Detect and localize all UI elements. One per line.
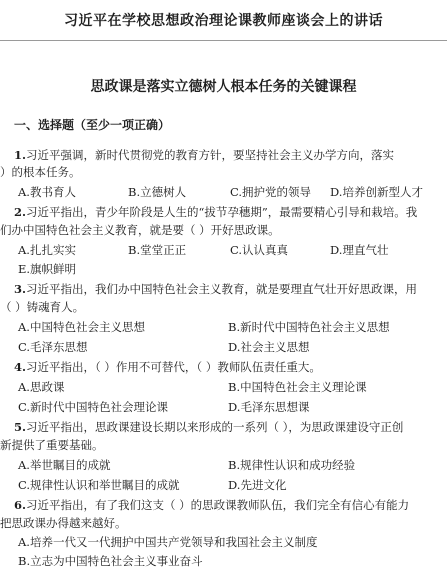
- option-a: A.思政课: [18, 380, 65, 394]
- question-1: [14, 150, 394, 162]
- document-title: 习近平在学校思想政治理论课教师座谈会上的讲话: [64, 13, 383, 29]
- option-d: D.培养创新型人才: [330, 185, 423, 199]
- option-a: A.教书育人: [18, 185, 76, 199]
- question-number: 2.: [14, 205, 27, 219]
- option-d: D.毛泽东思想课: [228, 400, 310, 414]
- question-number: 6.: [14, 498, 27, 512]
- option-d: D.理直气壮: [330, 243, 389, 257]
- option-c: C.拥护党的领导: [230, 185, 312, 199]
- question-4: [14, 362, 321, 374]
- question-number: 5.: [14, 420, 27, 434]
- title-divider: [0, 40, 447, 41]
- option-e: E.旗帜鲜明: [18, 262, 77, 276]
- question-5-continued: 新提供了重要基础。: [0, 438, 104, 452]
- option-d: D.先进文化: [228, 478, 287, 492]
- question-3: [14, 284, 417, 296]
- question-number: 3.: [14, 282, 27, 296]
- option-b: B.规律性认识和成功经验: [228, 458, 356, 472]
- option-c: C.毛泽东思想: [18, 340, 88, 354]
- question-text: 习近平强调，新时代贯彻党的教育方针，要坚持社会主义办学方向，落实: [26, 148, 395, 162]
- question-2-continued: 们办中国特色社会主义教育，就是要（ ）开好思政课。: [0, 223, 280, 237]
- question-section-label: 一、选择题（至少一项正确）: [14, 118, 171, 132]
- option-d: D.社会主义思想: [228, 340, 310, 354]
- option-a: A.举世瞩目的成就: [18, 458, 111, 472]
- option-b: B.立志为中国特色社会主义事业奋斗: [18, 554, 203, 568]
- option-b: B.新时代中国特色社会主义思想: [228, 320, 390, 334]
- question-text: 习近平指出，思政课建设长期以来形成的一系列（ ），为思政课建设守正创: [26, 420, 404, 434]
- question-2: [14, 207, 417, 219]
- question-5: [14, 422, 403, 434]
- question-3-continued: （ ）铸魂育人。: [0, 300, 85, 314]
- option-a: A.中国特色社会主义思想: [18, 320, 145, 334]
- question-6: [14, 500, 409, 512]
- question-1-continued: ）的根本任务。: [0, 165, 81, 179]
- option-b: B.立德树人: [128, 185, 187, 199]
- option-c: C.新时代中国特色社会理论课: [18, 400, 169, 414]
- question-text: 习近平指出，有了我们这支（ ）的思政课教师队伍，我们完全有信心有能力: [26, 498, 410, 512]
- question-number: 4.: [14, 360, 27, 374]
- option-c: C.认认真真: [230, 243, 289, 257]
- question-text: 习近平指出，青少年阶段是人生的“拔节孕穗期”，最需要精心引导和栽培。我: [26, 205, 418, 219]
- option-a: A.扎扎实实: [18, 243, 76, 257]
- section-heading: 思政课是落实立德树人根本任务的关键课程: [90, 79, 357, 95]
- question-text: 习近平指出，我们办中国特色社会主义教育，就是要理直气壮开好思政课，用: [26, 282, 418, 296]
- option-c: C.规律性认识和举世瞩目的成就: [18, 478, 180, 492]
- option-b: B.中国特色社会主义理论课: [228, 380, 367, 394]
- question-number: 1.: [14, 148, 27, 162]
- option-b: B.堂堂正正: [128, 243, 187, 257]
- question-text: 习近平指出，（ ）作用不可替代，（ ）教师队伍责任重大。: [26, 360, 321, 374]
- question-6-continued: 把思政课办得越来越好。: [0, 516, 127, 530]
- option-a: A.培养一代又一代拥护中国共产党领导和我国社会主义制度: [18, 535, 318, 549]
